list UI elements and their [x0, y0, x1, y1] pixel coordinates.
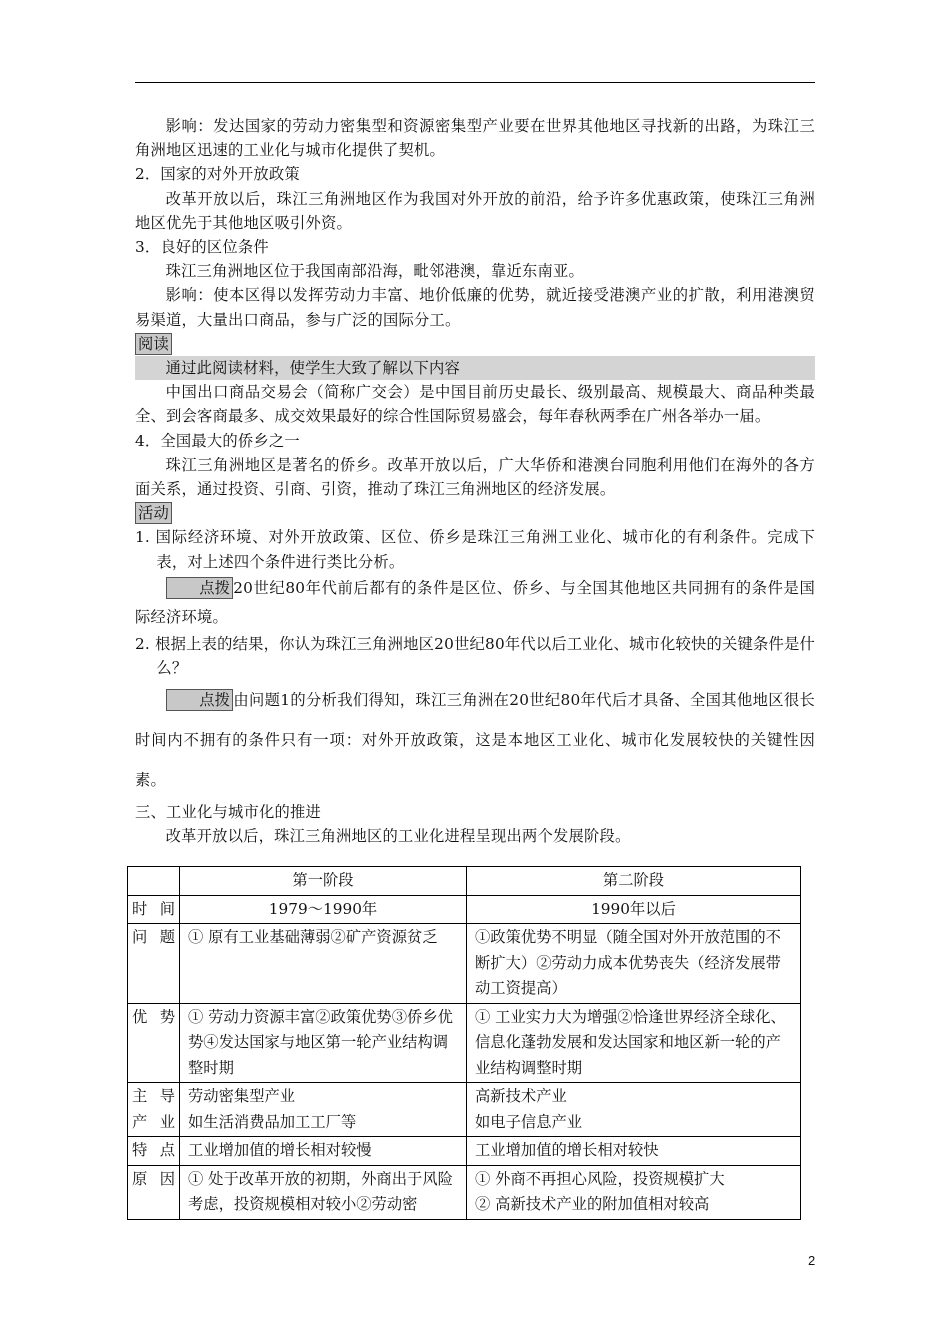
- activity-tag: 活动: [135, 502, 172, 524]
- paragraph: 珠江三角洲地区是著名的侨乡。改革开放以后，广大华侨和港澳台同胞利用他们在海外的各方面关系，通过投资、引商、引资，推动了珠江三角洲地区的经济发展。: [135, 455, 815, 499]
- hint-1: [135, 574, 815, 632]
- hint-tag: 点拨: [166, 689, 234, 711]
- row-label: 优势: [128, 1003, 180, 1083]
- phase-2-cell: ①政策优势不明显（随全国对外开放范围的不断扩大）②劳动力成本优势丧失（经济发展带动工资提高）: [467, 924, 801, 1004]
- table-row: [128, 924, 801, 1004]
- hint-2-text: 由问题1的分析我们得知，珠江三角洲在20世纪80年代后才具备、全国其他地区很长时间内不拥有的条件只有一项：对外开放政策，这是本地区工业化、城市化发展较快的关键性因素。: [135, 691, 815, 790]
- reading-banner: 通过此阅读材料，使学生大致了解以下内容: [135, 356, 815, 380]
- table-row: [128, 1003, 801, 1083]
- hint-2: [135, 680, 815, 800]
- table-header-row: [128, 867, 801, 896]
- phase-1-cell: ① 劳动力资源丰富②政策优势③侨乡优势④发达国家与地区第一轮产业结构调整时期: [180, 1003, 467, 1083]
- activity-question-2: 2. 根据上表的结果，你认为珠江三角洲地区20世纪80年代以后工业化、城市化较快的关键条件是什么？: [135, 634, 815, 678]
- heading-3: 3．良好的区位条件: [135, 238, 269, 257]
- row-label: 主导产业: [128, 1083, 180, 1137]
- paragraph: 珠江三角洲地区位于我国南部沿海，毗邻港澳，靠近东南亚。: [165, 262, 585, 281]
- row-label: 原因: [128, 1165, 180, 1219]
- header-cell: [128, 867, 180, 896]
- table-row: [128, 895, 801, 924]
- heading-4: 4．全国最大的侨乡之一: [135, 431, 300, 450]
- hint-tag: 点拨: [166, 577, 234, 599]
- table-row: [128, 1083, 801, 1137]
- reading-tag: 阅读: [135, 333, 172, 355]
- section-3-intro: 改革开放以后，珠江三角洲地区的工业化进程呈现出两个发展阶段。: [165, 827, 631, 846]
- phase-1-cell: 1979～1990年: [180, 895, 467, 924]
- phase-2-cell: 工业增加值的增长相对较快: [467, 1137, 801, 1166]
- activity-question-1: 1. 国际经济环境、对外开放政策、区位、侨乡是珠江三角洲工业化、城市化的有利条件。完成下表，对上述四个条件进行类比分析。: [135, 528, 815, 571]
- phase-2-cell: 1990年以后: [467, 895, 801, 924]
- phase-2-cell: ① 外商不再担心风险，投资规模扩大 ② 高新技术产业的附加值相对较高: [467, 1165, 801, 1219]
- industrialization-phase-table: [127, 866, 801, 1220]
- table-row: [128, 1165, 801, 1219]
- phase-1-cell: ① 原有工业基础薄弱②矿产资源贫乏: [180, 924, 467, 1004]
- document-body: [135, 114, 815, 849]
- page-number: 2: [808, 1253, 816, 1268]
- section-3-heading: 三、工业化与城市化的推进: [135, 803, 321, 822]
- phase-1-cell: 劳动密集型产业 如生活消费品加工工厂等: [180, 1083, 467, 1137]
- header-cell: 第二阶段: [467, 867, 801, 896]
- phase-2-cell: ① 工业实力大为增强②恰逢世界经济全球化、信息化蓬勃发展和发达国家和地区新一轮的产业结构调整时期: [467, 1003, 801, 1083]
- row-label: 时间: [128, 895, 180, 924]
- paragraph: 改革开放以后，珠江三角洲地区作为我国对外开放的前沿，给予许多优惠政策，使珠江三角洲地区优先于其他地区吸引外资。: [135, 189, 815, 232]
- header-rule: [135, 82, 815, 83]
- reading-body: 中国出口商品交易会（简称广交会）是中国目前历史最长、级别最高、规模最大、商品种类最全、到会客商最多、成交效果最好的综合性国际贸易盛会，每年春秋两季在广州各举办一届。: [135, 383, 815, 426]
- paragraph: 影响：使本区得以发挥劳动力丰富、地价低廉的优势，就近接受港澳产业的扩散，利用港澳贸易渠道，大量出口商品，参与广泛的国际分工。: [135, 286, 815, 329]
- paragraph: 影响：发达国家的劳动力密集型和资源密集型产业要在世界其他地区寻找新的出路，为珠江三角洲地区迅速的工业化与城市化提供了契机。: [135, 117, 815, 160]
- header-cell: 第一阶段: [180, 867, 467, 896]
- phase-2-cell: 高新技术产业 如电子信息产业: [467, 1083, 801, 1137]
- hint-1-text: 20世纪80年代前后都有的条件是区位、侨乡、与全国其他地区共同拥有的条件是国际经济环境。: [135, 578, 815, 626]
- phase-1-cell: 工业增加值的增长相对较慢: [180, 1137, 467, 1166]
- table-row: [128, 1137, 801, 1166]
- row-label: 特点: [128, 1137, 180, 1166]
- heading-2: 2．国家的对外开放政策: [135, 165, 300, 184]
- phase-1-cell: ① 处于改革开放的初期，外商出于风险考虑，投资规模相对较小②劳动密: [180, 1165, 467, 1219]
- row-label: 问题: [128, 924, 180, 1004]
